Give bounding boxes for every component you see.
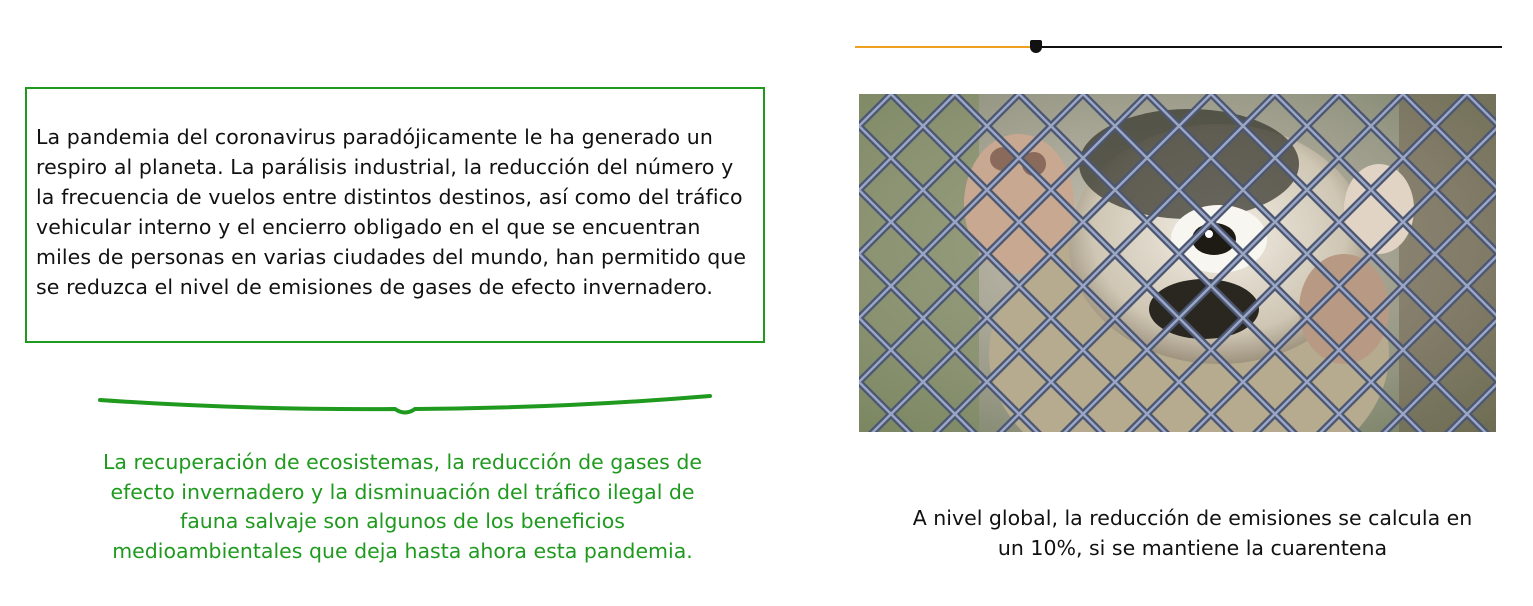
emissions-caption: A nivel global, la reducción de emisiones se calcula en un 10%, si se mantiene la cuarentena xyxy=(912,506,1473,560)
intro-text-box xyxy=(25,87,765,343)
progress-track-fill xyxy=(855,46,1036,48)
intro-paragraph: La pandemia del coronavirus paradójicamente le ha generado un respiro al planeta. La parálisis industrial, la reducción del número y la frecuencia de vuelos entre distintos destinos, así como del tráfico vehicular interno y el encierro obligado en el que se encuentran miles de personas en varias ciudades del mundo, han permitido que se reduzca el nivel de emisiones de gases de efecto invernadero. xyxy=(36,125,747,299)
progress-thumb[interactable] xyxy=(1030,40,1042,53)
progress-slider[interactable] xyxy=(852,36,1504,58)
green-wave-divider xyxy=(95,388,715,418)
monkey-behind-fence-photo xyxy=(859,94,1496,432)
progress-track xyxy=(1036,46,1502,48)
benefits-text: La recuperación de ecosistemas, la reducción de gases de efecto invernadero y la disminuación del tráfico ilegal de fauna salvaje son algunos de los beneficios medioambientales que deja hasta ahora esta pandemia. xyxy=(103,450,702,563)
